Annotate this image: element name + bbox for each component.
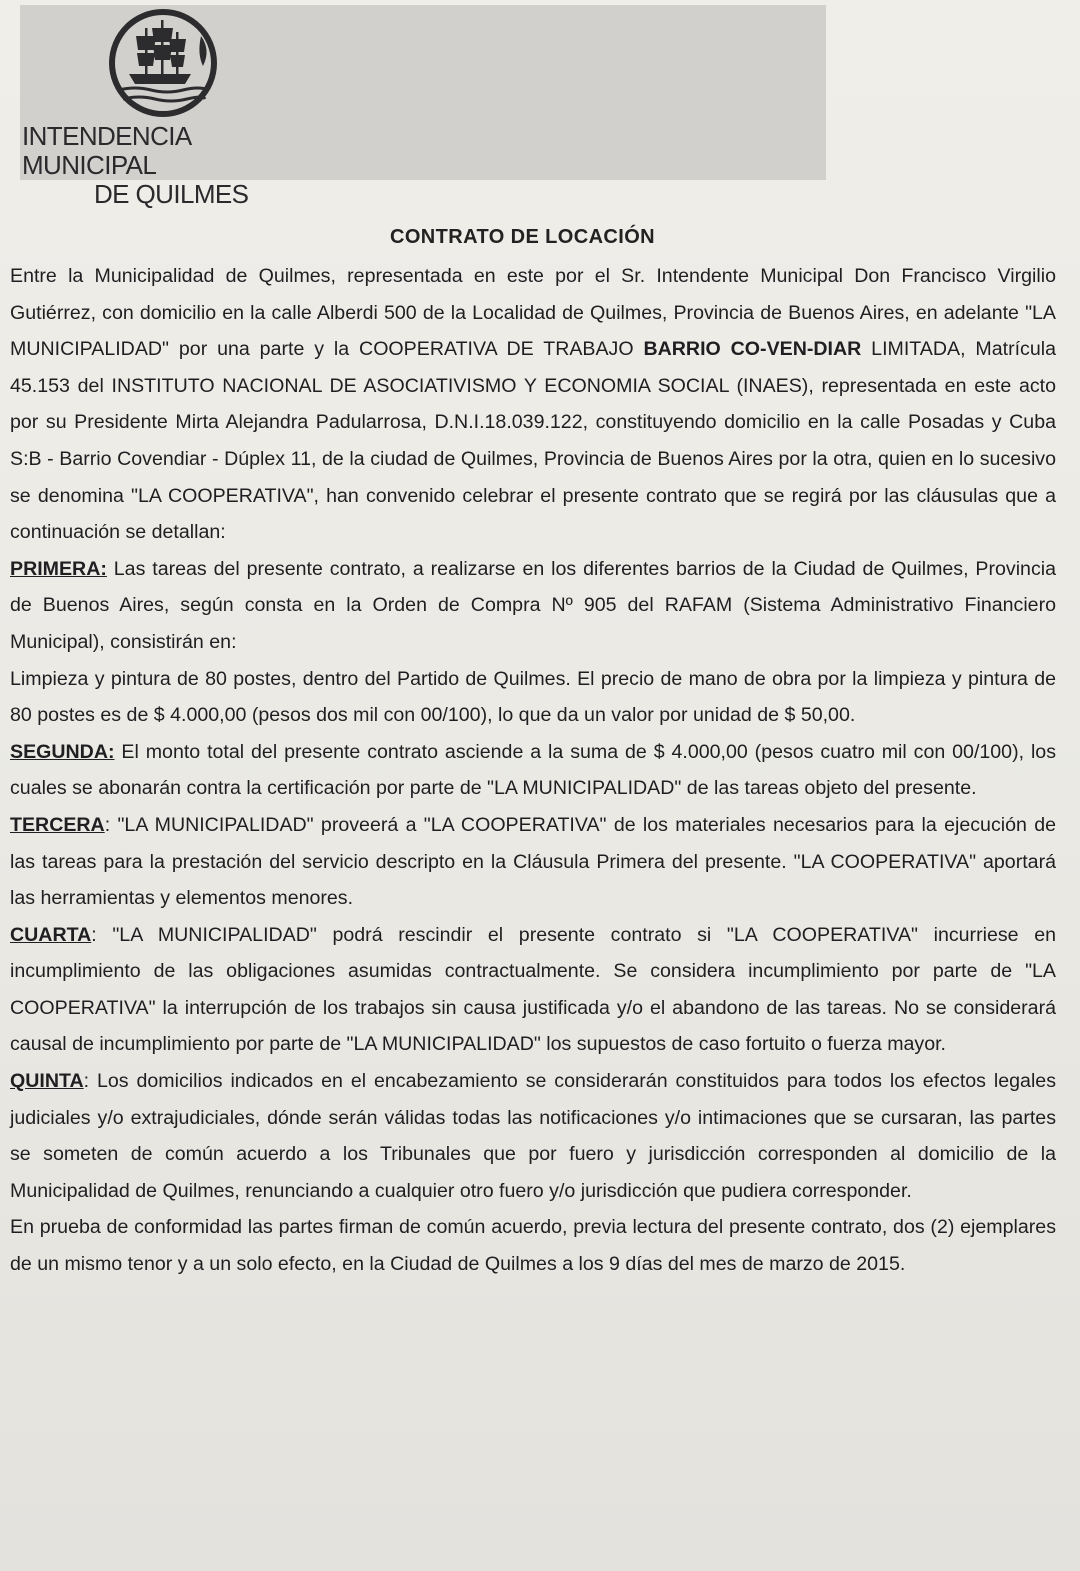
clause-cuarta [10, 917, 1056, 1063]
intro-text-b: LIMITADA, Matrícula 45.153 del INSTITUTO NACIONAL DE ASOCIATIVISMO Y ECONOMIA SOCIAL (INAES), representada en este acto por su Presidente Mirta Alejandra Padularrosa, D.N.I.18.039.122, constituyendo domicilio en la calle Posadas y Cuba S:B - Barrio Covendiar - Dúplex 11, de la ciudad de Quilmes, Provincia de Buenos Aires por la otra, quien en lo sucesivo se denomina "LA COOPERATIVA", han convenido celebrar el presente contrato que se regirá por las cláusulas que a continuación se detallan: [10, 338, 1056, 544]
clause-quinta [10, 1063, 1056, 1209]
clause-text: El monto total del presente contrato asciende a la suma de $ 4.000,00 (pesos cuatro mil con 00/100), los cuales se abonarán contra la certificación por parte de "LA MUNICIPALIDAD" de las tareas objeto del presente. [10, 740, 1056, 800]
clause-text: : "LA MUNICIPALIDAD" proveerá a "LA COOPERATIVA" de los materiales necesarios para la ejecución de las tareas para la prestación del servicio descripto en la Cláusula Primera del presente. "LA COOPERATIVA" aportará las herramientas y elementos menores. [10, 813, 1056, 910]
organization-name [20, 122, 320, 209]
contract-body [10, 258, 1056, 1283]
closing-paragraph: En prueba de conformidad las partes firman de común acuerdo, previa lectura del presente contrato, dos (2) ejemplares de un mismo tenor y a un solo efecto, en la Ciudad de Quilmes a los 9 días del mes de marzo de 2015. [10, 1216, 1056, 1276]
clause-heading: SEGUNDA: [10, 740, 115, 763]
document-title: CONTRATO DE LOCACIÓN [389, 226, 656, 248]
org-name-line1: INTENDENCIA MUNICIPAL [22, 121, 191, 180]
intro-bold-text: BARRIO CO-VEN-DIAR [643, 338, 862, 361]
clause-primera [10, 551, 1056, 661]
clause-primera-detail: Limpieza y pintura de 80 postes, dentro del Partido de Quilmes. El precio de mano de obra por la limpieza y pintura de 80 postes es de $ 4.000,00 (pesos dos mil con 00/100), lo que da un valor por unidad de $ 50,00. [10, 667, 1056, 727]
clause-text: : "LA MUNICIPALIDAD" podrá rescindir el presente contrato si "LA COOPERATIVA" incurriese en incumplimiento de las obligaciones asumidas contractualmente. Se considera incumplimiento por parte de "LA COOPERATIVA" la interrupción de los trabajos sin causa justificada y/o el abandono de las tareas. No se considerará causal de incumplimiento por parte de "LA MUNICIPALIDAD" los supuestos de caso fortuito o fuerza mayor. [10, 923, 1056, 1056]
org-name-line2: DE QUILMES [94, 179, 249, 209]
clause-tercera [10, 807, 1056, 917]
clause-text: Las tareas del presente contrato, a realizarse en los diferentes barrios de la Ciudad de Quilmes, Provincia de Buenos Aires, según consta en la Orden de Compra Nº 905 del RAFAM (Sistema Administrativo Financiero Municipal), consistirán en: [10, 557, 1056, 653]
clause-text: : Los domicilios indicados en el encabezamiento se considerarán constituidos para todos los efectos legales judiciales y/o extrajudiciales, dónde serán válidas todas las notificaciones y/o intimaciones que se cursaran, las partes se someten de común acuerdo a los Tribunales que por fuero y jurisdicción corresponden al domicilio de la Municipalidad de Quilmes, renunciando a cualquier otro fuero y/o jurisdicción que pudiera corresponder. [10, 1070, 1056, 1202]
letterhead [20, 5, 826, 209]
clause-heading: PRIMERA: [10, 557, 107, 580]
intro-paragraph [10, 258, 1056, 551]
municipal-seal-icon [105, 6, 223, 120]
clause-segunda [10, 734, 1056, 807]
intro-text-a: Entre la Municipalidad de Quilmes, representada en este por el Sr. Intendente Municipal Don Francisco Virgilio Gutiérrez, con domicilio en la calle Alberdi 500 de la Localidad de Quilmes, Provincia de Buenos Aires, en adelante "LA MUNICIPALIDAD" por una parte y la COOPERATIVA DE TRABAJO [10, 265, 1056, 361]
clause-heading: TERCERA [10, 813, 105, 836]
clause-heading: QUINTA [10, 1070, 84, 1093]
clause-heading: CUARTA [10, 923, 92, 946]
